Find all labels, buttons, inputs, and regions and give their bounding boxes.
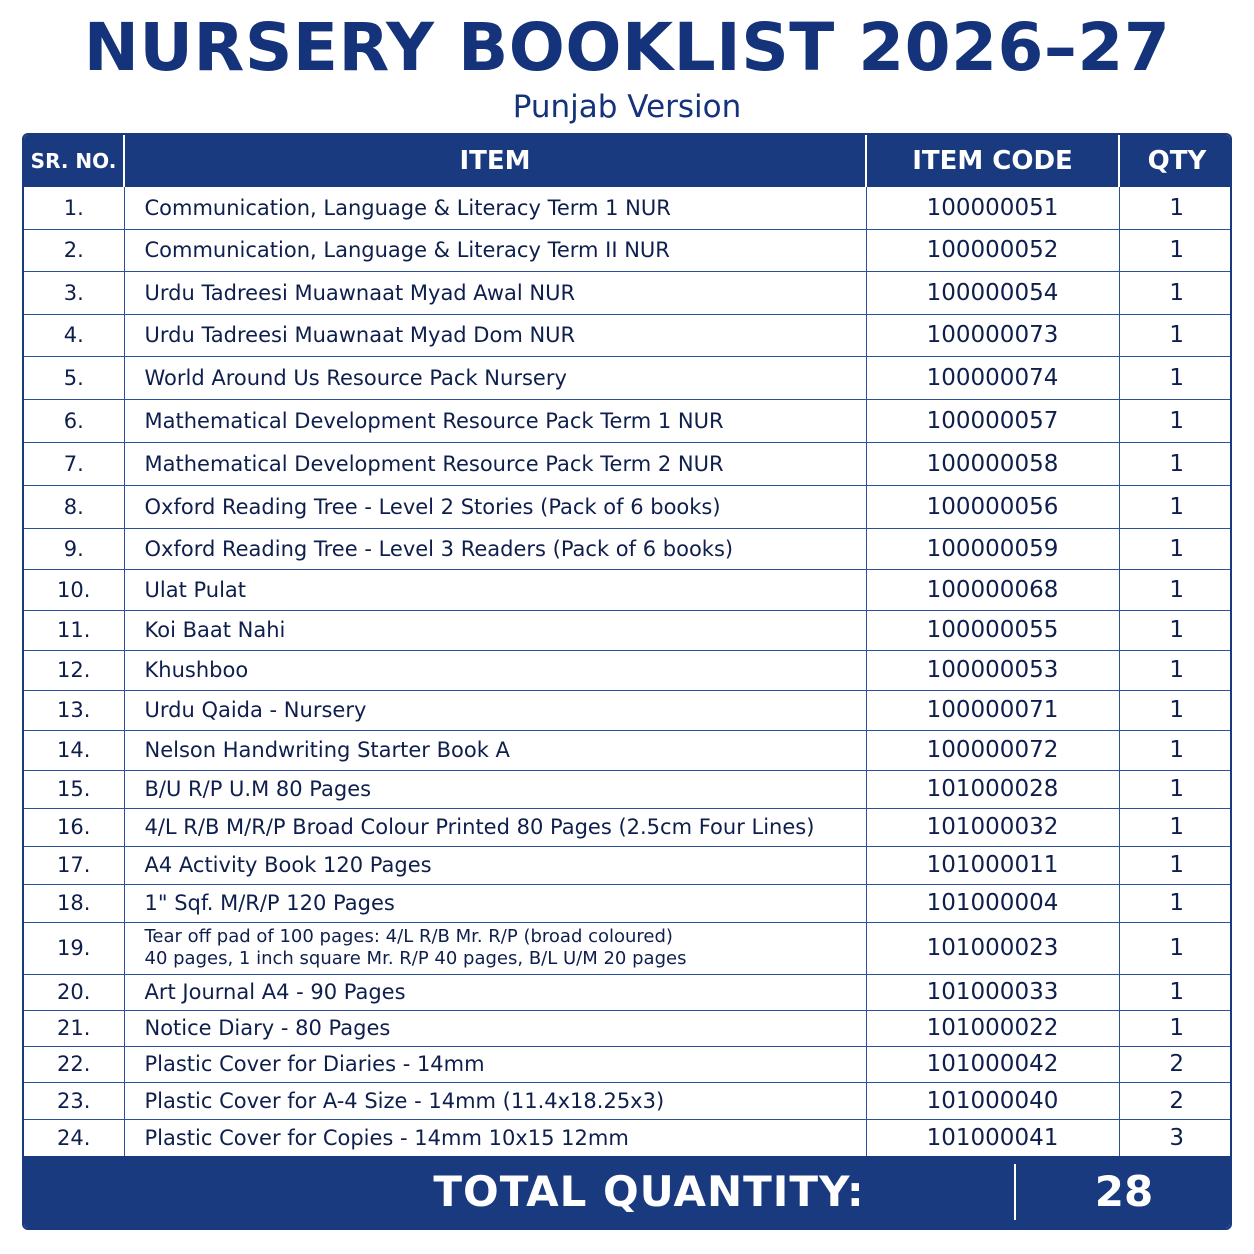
row-qty: 1: [1119, 610, 1232, 650]
total-quantity-label: TOTAL QUANTITY:: [433, 1167, 865, 1216]
row-item: Mathematical Development Resource Pack Term 2 NUR: [124, 442, 866, 485]
row-item-code: 100000072: [866, 730, 1119, 770]
row-qty: 1: [1119, 808, 1232, 846]
row-qty: 1: [1119, 187, 1232, 229]
row-qty: 1: [1119, 884, 1232, 922]
row-sr-no: 10.: [24, 569, 124, 610]
row-item-code: 101000022: [866, 1010, 1119, 1046]
table-row: [24, 1119, 1232, 1157]
row-item: Oxford Reading Tree - Level 3 Readers (Pack of 6 books): [124, 528, 866, 569]
row-qty: 1: [1119, 356, 1232, 399]
row-item-code: 101000023: [866, 922, 1119, 974]
table-row: [24, 314, 1232, 356]
table-row: [24, 974, 1232, 1010]
row-sr-no: 14.: [24, 730, 124, 770]
row-qty: 3: [1119, 1119, 1232, 1157]
row-item-line-1: Tear off pad of 100 pages: 4/L R/B Mr. R/P (broad coloured): [144, 926, 673, 947]
row-item: Communication, Language & Literacy Term II NUR: [124, 229, 866, 271]
page-subtitle: Punjab Version: [512, 89, 742, 125]
row-qty: 1: [1119, 485, 1232, 528]
table-row: [24, 808, 1232, 846]
row-qty: 1: [1119, 922, 1232, 974]
row-item-code: 101000011: [866, 846, 1119, 884]
table-row: [24, 1082, 1232, 1119]
table-row: [24, 1046, 1232, 1082]
row-sr-no: 1.: [24, 187, 124, 229]
row-item: Urdu Tadreesi Muawnaat Myad Awal NUR: [124, 271, 866, 314]
row-qty: 1: [1119, 399, 1232, 442]
row-item: 1" Sqf. M/R/P 120 Pages: [124, 884, 866, 922]
row-item-code: 101000004: [866, 884, 1119, 922]
row-sr-no: 18.: [24, 884, 124, 922]
column-header-sr-no: SR. NO.: [24, 135, 124, 187]
row-item-code: 100000071: [866, 690, 1119, 730]
row-item: Koi Baat Nahi: [124, 610, 866, 650]
row-qty: 1: [1119, 650, 1232, 690]
row-sr-no: 7.: [24, 442, 124, 485]
table-row: [24, 187, 1232, 229]
row-sr-no: 20.: [24, 974, 124, 1010]
table-row: [24, 271, 1232, 314]
row-item: Notice Diary - 80 Pages: [124, 1010, 866, 1046]
row-sr-no: 2.: [24, 229, 124, 271]
row-qty: 1: [1119, 974, 1232, 1010]
row-item: Urdu Tadreesi Muawnaat Myad Dom NUR: [124, 314, 866, 356]
row-qty: 2: [1119, 1082, 1232, 1119]
row-item-line-2: 40 pages, 1 inch square Mr. R/P 40 pages, B/L U/M 20 pages: [144, 948, 687, 969]
row-sr-no: 21.: [24, 1010, 124, 1046]
row-item: Communication, Language & Literacy Term 1 NUR: [124, 187, 866, 229]
row-sr-no: 17.: [24, 846, 124, 884]
row-item-code: 100000051: [866, 187, 1119, 229]
table-row: [24, 846, 1232, 884]
table-row: [24, 690, 1232, 730]
row-item: Ulat Pulat: [124, 569, 866, 610]
row-qty: 1: [1119, 770, 1232, 808]
row-sr-no: 23.: [24, 1082, 124, 1119]
table-row: [24, 229, 1232, 271]
table-row: [24, 922, 1232, 974]
column-header-item: ITEM: [124, 135, 866, 187]
table-row: [24, 356, 1232, 399]
row-item-code: 101000028: [866, 770, 1119, 808]
page-title: NURSERY BOOKLIST 2026–27: [83, 9, 1171, 86]
row-item: A4 Activity Book 120 Pages: [124, 846, 866, 884]
row-item-code: 101000040: [866, 1082, 1119, 1119]
booklist-table: [24, 135, 1232, 1158]
row-sr-no: 11.: [24, 610, 124, 650]
row-item: Mathematical Development Resource Pack Term 1 NUR: [124, 399, 866, 442]
table-row: [24, 485, 1232, 528]
row-sr-no: 15.: [24, 770, 124, 808]
row-sr-no: 9.: [24, 528, 124, 569]
row-qty: 2: [1119, 1046, 1232, 1082]
table-row: [24, 442, 1232, 485]
row-item: Art Journal A4 - 90 Pages: [124, 974, 866, 1010]
row-item-code: 100000068: [866, 569, 1119, 610]
row-item: Oxford Reading Tree - Level 2 Stories (Pack of 6 books): [124, 485, 866, 528]
booklist-table-container: [22, 133, 1232, 1230]
row-qty: 1: [1119, 528, 1232, 569]
row-sr-no: 12.: [24, 650, 124, 690]
row-qty: 1: [1119, 314, 1232, 356]
row-item-code: 100000055: [866, 610, 1119, 650]
row-item-code: 100000052: [866, 229, 1119, 271]
row-sr-no: 19.: [24, 922, 124, 974]
row-qty: 1: [1119, 1010, 1232, 1046]
row-item-code: 100000057: [866, 399, 1119, 442]
row-sr-no: 8.: [24, 485, 124, 528]
total-bar: [24, 1156, 1230, 1228]
column-header-qty: QTY: [1119, 135, 1232, 187]
row-item: Plastic Cover for Copies - 14mm 10x15 12mm: [124, 1119, 866, 1157]
row-item-code: 100000056: [866, 485, 1119, 528]
table-row: [24, 528, 1232, 569]
table-row: [24, 569, 1232, 610]
table-header-row: [24, 135, 1232, 187]
row-item: 4/L R/B M/R/P Broad Colour Printed 80 Pages (2.5cm Four Lines): [124, 808, 866, 846]
row-item-code: 100000058: [866, 442, 1119, 485]
table-row: [24, 650, 1232, 690]
row-qty: 1: [1119, 569, 1232, 610]
row-item: B/U R/P U.M 80 Pages: [124, 770, 866, 808]
row-sr-no: 16.: [24, 808, 124, 846]
row-item: [124, 922, 866, 974]
row-sr-no: 4.: [24, 314, 124, 356]
row-qty: 1: [1119, 690, 1232, 730]
row-qty: 1: [1119, 442, 1232, 485]
table-row: [24, 770, 1232, 808]
row-item: Nelson Handwriting Starter Book A: [124, 730, 866, 770]
row-item: Plastic Cover for Diaries - 14mm: [124, 1046, 866, 1082]
row-item: Urdu Qaida - Nursery: [124, 690, 866, 730]
table-row: [24, 730, 1232, 770]
row-item-code: 100000073: [866, 314, 1119, 356]
row-item-code: 100000074: [866, 356, 1119, 399]
row-sr-no: 24.: [24, 1119, 124, 1157]
row-sr-no: 13.: [24, 690, 124, 730]
table-row: [24, 884, 1232, 922]
row-item-code: 101000041: [866, 1119, 1119, 1157]
row-sr-no: 22.: [24, 1046, 124, 1082]
row-sr-no: 5.: [24, 356, 124, 399]
row-item-code: 100000059: [866, 528, 1119, 569]
row-item: World Around Us Resource Pack Nursery: [124, 356, 866, 399]
row-qty: 1: [1119, 229, 1232, 271]
row-item-code: 101000042: [866, 1046, 1119, 1082]
row-sr-no: 3.: [24, 271, 124, 314]
table-body: [24, 187, 1232, 1157]
row-qty: 1: [1119, 730, 1232, 770]
row-item-code: 100000054: [866, 271, 1119, 314]
row-qty: 1: [1119, 271, 1232, 314]
row-sr-no: 6.: [24, 399, 124, 442]
row-item-code: 101000033: [866, 974, 1119, 1010]
row-item-code: 100000053: [866, 650, 1119, 690]
total-quantity-value: 28: [1094, 1167, 1154, 1216]
table-row: [24, 610, 1232, 650]
column-header-item-code: ITEM CODE: [866, 135, 1119, 187]
row-qty: 1: [1119, 846, 1232, 884]
row-item: Plastic Cover for A-4 Size - 14mm (11.4x18.25x3): [124, 1082, 866, 1119]
row-item-code: 101000032: [866, 808, 1119, 846]
table-row: [24, 399, 1232, 442]
row-item: Khushboo: [124, 650, 866, 690]
table-row: [24, 1010, 1232, 1046]
